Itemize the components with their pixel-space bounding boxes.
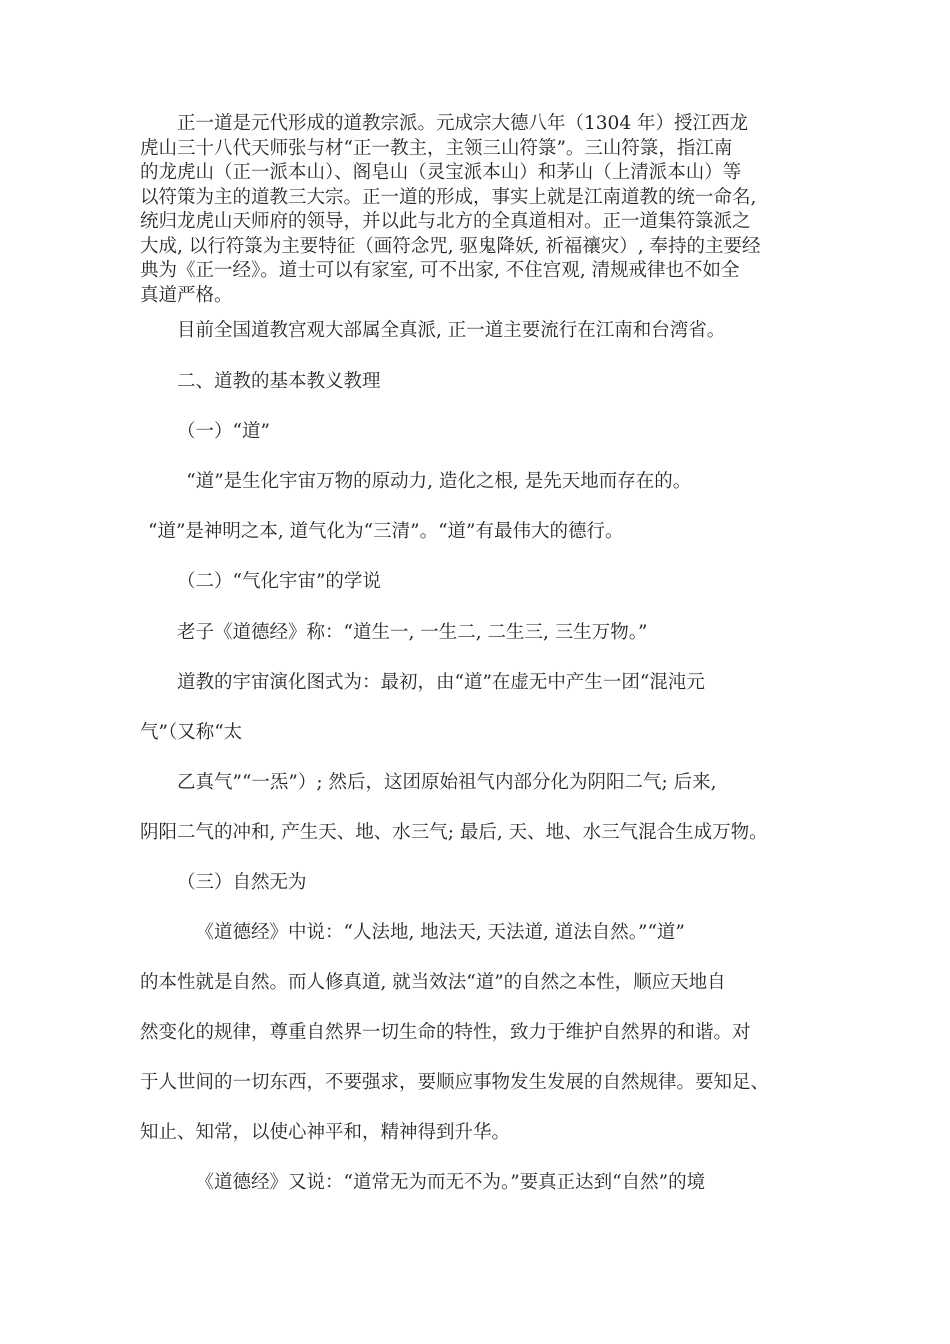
section-heading: 二、道教的基本教义教理 bbox=[177, 371, 381, 392]
text-line: 虎山三十八代天师张与材“正一教主，主领三山符箓”。三山符箓，指江南 bbox=[140, 137, 733, 159]
paragraph-ziran-line: 然变化的规律，尊重自然界一切生命的特性，致力于维护自然界的和谐。对 bbox=[140, 1022, 751, 1043]
paragraph-cosmology-line: 道教的宇宙演化图式为：最初，由“道”在虚无中产生一团“混沌元 bbox=[177, 672, 705, 693]
paragraph-dao-virtue: “道”是神明之本, 道气化为“三清”。“道”有最伟大的德行。 bbox=[148, 521, 624, 542]
paragraph-ziran-line: 于人世间的一切东西，不要强求，要顺应事物发生发展的自然规律。要知足、 bbox=[140, 1072, 770, 1093]
text-line: 统归龙虎山天师府的领导，并以此与北方的全真道相对。正一道集符箓派之 bbox=[140, 211, 751, 232]
paragraph-dao-origin: “道”是生化宇宙万物的原动力, 造化之根, 是先天地而存在的。 bbox=[186, 471, 692, 492]
paragraph-zhengyi bbox=[140, 112, 830, 308]
text-line: 的龙虎山（正一派本山）、阁皂山（灵宝派本山）和茅山（上清派本山）等 bbox=[140, 162, 742, 183]
text-line: 典为《正一经》。道士可以有家室, 可不出家, 不住宫观, 清规戒律也不如全 bbox=[140, 260, 740, 281]
paragraph-cosmology-line: 气”（又称“太 bbox=[140, 722, 243, 743]
subsection-heading-qi: （二）“气化宇宙”的学说 bbox=[177, 571, 381, 592]
subsection-heading-dao: （一）“道” bbox=[177, 421, 270, 442]
text-line: 以符策为主的道教三大宗。正一道的形成，事实上就是江南道教的统一命名, bbox=[140, 186, 757, 208]
paragraph-wuwei: 《道德经》又说：“道常无为而无不为。”要真正达到“自然”的境 bbox=[195, 1172, 706, 1193]
paragraph-cosmology-line: 阴阳二气的冲和, 产生天、地、水三气; 最后, 天、地、水三气混合生成万物。 bbox=[140, 822, 768, 843]
paragraph-current-status: 目前全国道教宫观大部属全真派, 正一道主要流行在江南和台湾省。 bbox=[177, 320, 726, 341]
text-line: 正一道是元代形成的道教宗派。元成宗大德八年（1304 年）授江西龙 bbox=[177, 113, 748, 134]
paragraph-laozi-quote: 老子《道德经》称：“道生一, 一生二, 二生三, 三生万物。” bbox=[177, 622, 648, 643]
subsection-heading-ziran: （三）自然无为 bbox=[177, 872, 307, 893]
text-line: 大成, 以行符箓为主要特征（画符念咒, 驱鬼降妖, 祈福禳灾）, 奉持的主要经 bbox=[140, 235, 761, 257]
paragraph-cosmology-line: 乙真气”“一炁”）; 然后，这团原始祖气内部分化为阴阳二气; 后来, bbox=[177, 772, 717, 793]
text-line: 真道严格。 bbox=[140, 284, 233, 306]
paragraph-ziran-line: 《道德经》中说：“人法地, 地法天, 天法道, 道法自然。”“道” bbox=[195, 922, 685, 943]
paragraph-ziran-line: 的本性就是自然。而人修真道, 就当效法“道”的自然之本性，顺应天地自 bbox=[140, 972, 726, 993]
paragraph-ziran-line: 知止、知常，以使心神平和，精神得到升华。 bbox=[140, 1122, 511, 1143]
